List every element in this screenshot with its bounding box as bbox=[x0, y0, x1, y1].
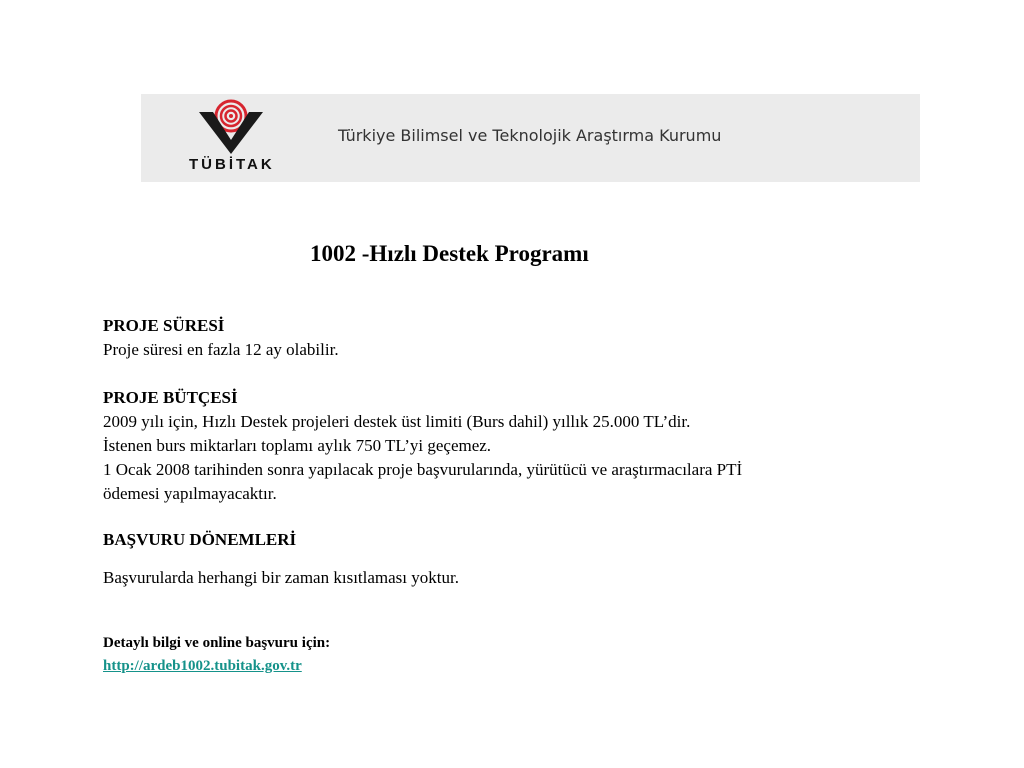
tubitak-logo-icon bbox=[193, 96, 269, 154]
organization-name: Türkiye Bilimsel ve Teknolojik Araştırma Kurumu bbox=[338, 126, 722, 145]
logo-wordmark: TÜBİTAK bbox=[189, 156, 275, 173]
section-heading: PROJE BÜTÇESİ bbox=[103, 388, 238, 407]
section-line: Proje süresi en fazla 12 ay olabilir. bbox=[103, 340, 339, 359]
application-link[interactable]: http://ardeb1002.tubitak.gov.tr bbox=[103, 658, 302, 674]
section-heading: BAŞVURU DÖNEMLERİ bbox=[103, 530, 297, 549]
section-line: 2009 yılı için, Hızlı Destek projeleri destek üst limiti (Burs dahil) yıllık 25.000 TL’dir. bbox=[103, 412, 691, 431]
section-line: Başvurularda herhangi bir zaman kısıtlaması yoktur. bbox=[103, 568, 459, 587]
section-line: İstenen burs miktarları toplamı aylık 750 TL’yi geçemez. bbox=[103, 436, 492, 455]
section-proje-suresi bbox=[103, 314, 923, 362]
section-line: 1 Ocak 2008 tarihinden sonra yapılacak proje başvurularında, yürütücü ve araştırmacılara PTİ bbox=[103, 460, 743, 479]
section-line: ödemesi yapılmayacaktır. bbox=[103, 484, 277, 503]
header-banner bbox=[141, 94, 920, 182]
section-basvuru-donemleri bbox=[103, 528, 923, 590]
page-title: 1002 -Hızlı Destek Programı bbox=[310, 241, 589, 266]
info-label: Detaylı bilgi ve online başvuru için: bbox=[103, 635, 331, 651]
footer-info bbox=[103, 633, 923, 677]
section-heading: PROJE SÜRESİ bbox=[103, 316, 225, 335]
section-proje-butcesi bbox=[103, 386, 923, 506]
